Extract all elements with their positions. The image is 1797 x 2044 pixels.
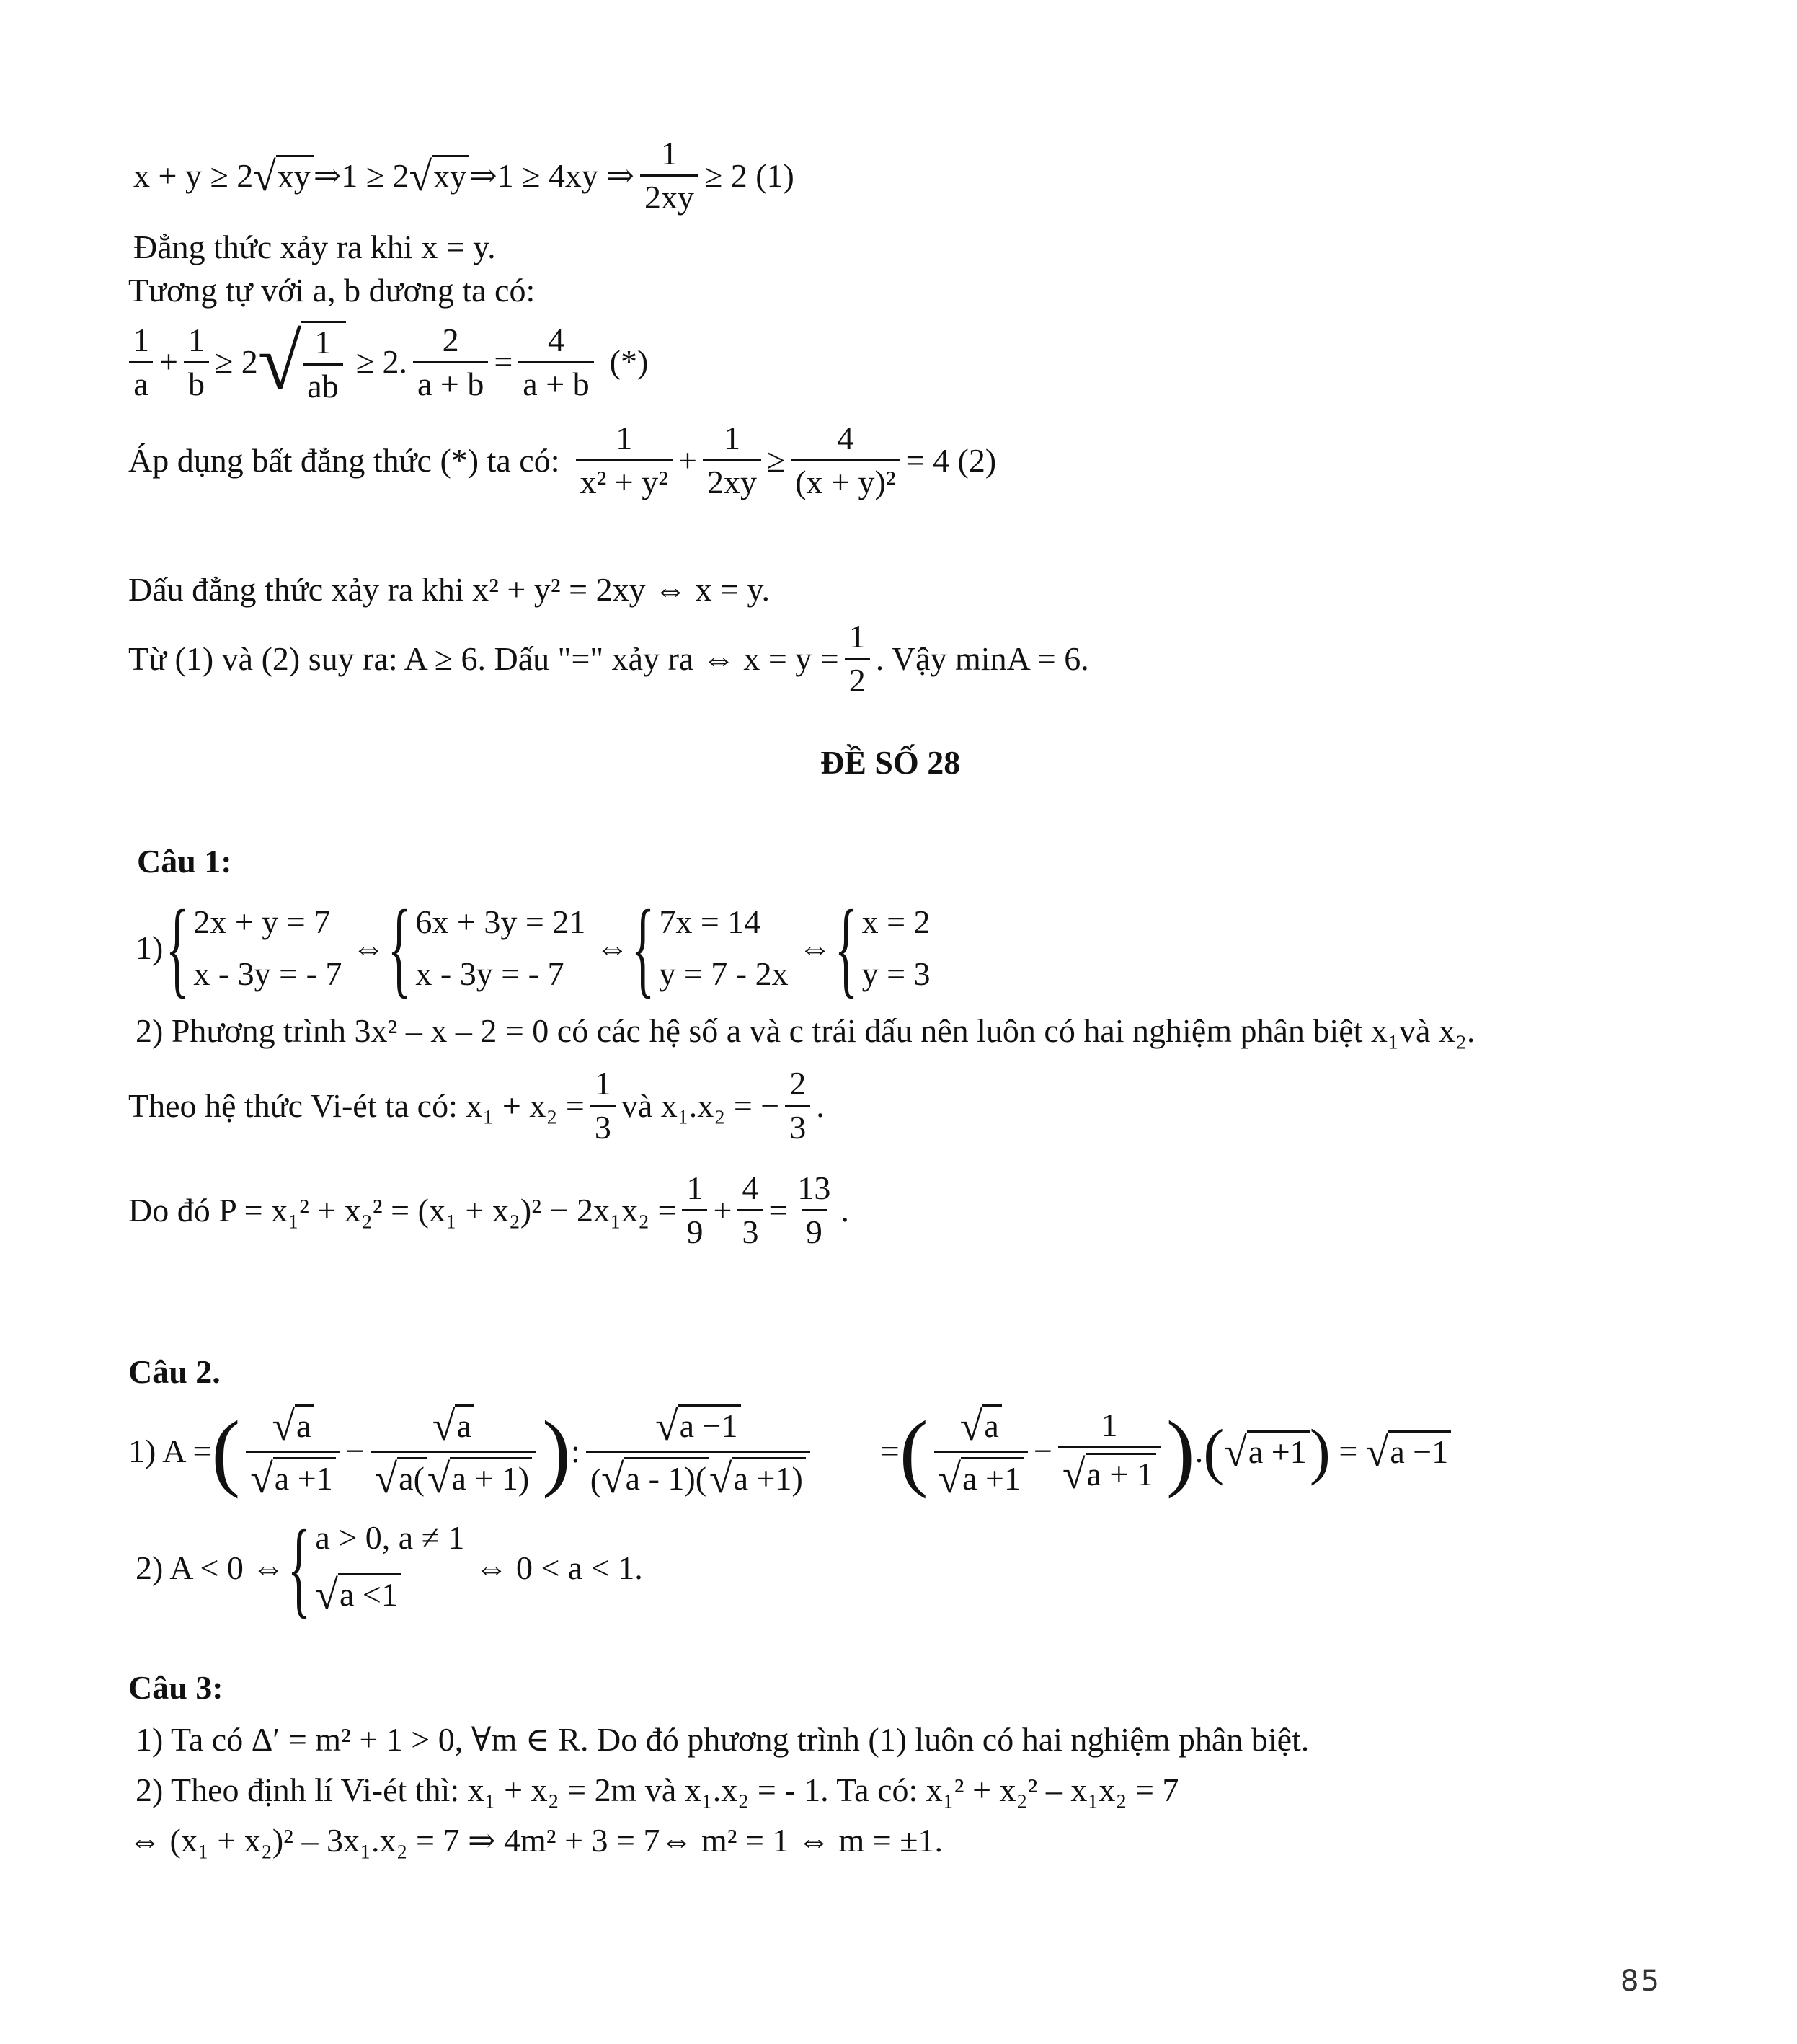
- vieta-line: [128, 1067, 825, 1144]
- system: { 7x = 14 y = 7 - 2x: [631, 888, 789, 1008]
- fraction: $\frac{4}{3}$: [737, 1172, 763, 1249]
- inequality-line-2: [128, 422, 996, 499]
- text: −: [1034, 1433, 1052, 1469]
- text: +: [159, 343, 178, 380]
- inequality-line-star: [128, 318, 649, 406]
- text: 1): [136, 929, 164, 966]
- text: 1) A =: [128, 1433, 212, 1469]
- fraction: $\frac{1}{2xy}$: [703, 422, 761, 499]
- text: =: [494, 343, 513, 380]
- sqrt-fraction: √ $\frac{1}{ab}$: [258, 321, 346, 403]
- text-line: Đẳng thức xảy ra khi x = y.: [133, 229, 496, 265]
- condition-a: [136, 1508, 643, 1628]
- fraction: $\frac{13}{9}$: [797, 1169, 831, 1250]
- fraction: $\frac{2}{a + b}$: [413, 324, 488, 401]
- text: −: [345, 1433, 365, 1469]
- text: ≥ 2.: [355, 343, 407, 380]
- text: ≥ 2 (1): [704, 156, 794, 194]
- text: ⇒1 ≥ 2: [313, 156, 409, 194]
- fraction: √ a √ a +1: [246, 1404, 340, 1498]
- section-heading: ĐỀ SỐ 28: [820, 744, 961, 781]
- text: .: [816, 1087, 825, 1124]
- fraction: $\frac{1}{a}$: [128, 324, 154, 401]
- question-heading: Câu 3:: [128, 1669, 223, 1706]
- fraction: $\frac{4}{a + b}$: [518, 324, 593, 401]
- fraction: √ a −1 ( √ a - 1)( √ a +1): [586, 1404, 810, 1498]
- system: { 6x + 3y = 21 x - 3y = - 7: [388, 888, 586, 1008]
- inequality-line-1: [133, 137, 794, 214]
- iff-symbol: ⇔: [798, 929, 832, 966]
- system: { 2x + y = 7 x - 3y = - 7: [166, 888, 342, 1008]
- text: Từ (1) và (2) suy ra: A ≥ 6. Dấu "=" xảy ra ⇔ x = y =: [128, 640, 839, 677]
- text: =: [768, 1191, 788, 1229]
- fraction: $\frac{1}{9}$: [682, 1172, 707, 1249]
- text: ≥ 2: [214, 343, 258, 380]
- text: Theo hệ thức Vi-ét ta có: x₁ + x₂ =: [128, 1087, 585, 1124]
- system: { a > 0, a ≠ 1 √ a <1: [288, 1508, 465, 1628]
- text: Áp dụng bất đẳng thức (*) ta có:: [128, 441, 560, 479]
- fraction: $\frac{1}{\text{x² + y²}}$: [576, 422, 673, 499]
- fraction: $\frac{1}{2}$: [845, 620, 870, 697]
- text: +: [678, 441, 697, 479]
- conclusion-line: [128, 620, 1089, 697]
- text: (*): [609, 343, 649, 380]
- fraction: $\frac{4}{\text{(x + y)²}}$: [791, 422, 900, 499]
- fraction: $\frac{1}{b}$: [184, 324, 209, 401]
- question-heading: Câu 1:: [137, 843, 232, 880]
- page-number: 85: [1620, 1965, 1661, 1998]
- sqrt-xy: √ xy: [409, 155, 470, 197]
- text: . Vậy minA = 6.: [875, 640, 1089, 677]
- text-line: Tương tự với a, b dương ta có:: [128, 272, 536, 309]
- sqrt-xy: √ xy: [253, 155, 314, 197]
- text-line: 2) Theo định lí Vi-ét thì: x₁ + x₂ = 2m và x₁.x₂ = - 1. Ta có: x₁² + x₂² – x₁x₂ = 7: [136, 1771, 1179, 1808]
- text: +: [713, 1191, 732, 1229]
- text: .: [840, 1191, 849, 1229]
- text: =: [1330, 1433, 1366, 1469]
- text: và x₁.x₂ = −: [621, 1087, 780, 1124]
- expression-a: 1) A = ( √ a √ a +1 − √ a √ a( √ a + 1) ) : √ a −1 ( √ a - 1)( √ a +1) = ( √ a √ a +1 − 1 √ a + 1 ) . ( √ a +1 ) = √ a −1: [128, 1404, 1451, 1498]
- question-heading: Câu 2.: [128, 1353, 221, 1390]
- text: =: [880, 1433, 900, 1469]
- text: ⇔ 0 < a < 1.: [474, 1549, 643, 1586]
- text: 2) A < 0 ⇔: [136, 1549, 285, 1586]
- fraction: √ a √ a +1: [934, 1404, 1028, 1498]
- text: .: [1194, 1433, 1204, 1469]
- text: ≥: [766, 441, 786, 479]
- system: { x = 2 y = 3: [834, 888, 931, 1008]
- text: = 4 (2): [905, 441, 997, 479]
- iff-symbol: ⇔: [352, 929, 386, 966]
- fraction: $\frac{1}{3}$: [590, 1067, 616, 1144]
- system-chain: [136, 888, 931, 1008]
- fraction: $\frac{1}{2xy}$: [640, 137, 698, 214]
- text-line: ⇔ (x₁ + x₂)² – 3x₁.x₂ = 7 ⇒ 4m² + 3 = 7⇔ m² = 1 ⇔ m = ±1.: [128, 1822, 943, 1859]
- text: :: [571, 1433, 580, 1469]
- fraction: 1 √ a + 1: [1058, 1409, 1161, 1495]
- p-value-line: [128, 1169, 849, 1250]
- text-line: 1) Ta có Δ′ = m² + 1 > 0, ∀m ∈ R. Do đó phương trình (1) luôn có hai nghiệm phân biệt.: [136, 1721, 1310, 1758]
- text-line: 2) Phương trình 3x² – x – 2 = 0 có các hệ số a và c trái dấu nên luôn có hai nghiệm phân biệt x₁và x₂.: [136, 1012, 1476, 1049]
- text: x + y ≥ 2: [133, 156, 254, 194]
- fraction: $\frac{2}{3}$: [785, 1067, 810, 1144]
- iff-symbol: ⇔: [595, 929, 629, 966]
- text: ⇒1 ≥ 4xy ⇒: [469, 156, 634, 194]
- fraction: √ a √ a( √ a + 1): [371, 1404, 537, 1498]
- text-line: Dấu đẳng thức xảy ra khi x² + y² = 2xy ⇔ x = y.: [128, 571, 771, 608]
- text: Do đó P = x₁² + x₂² = (x₁ + x₂)² − 2x₁x₂ =: [128, 1191, 677, 1229]
